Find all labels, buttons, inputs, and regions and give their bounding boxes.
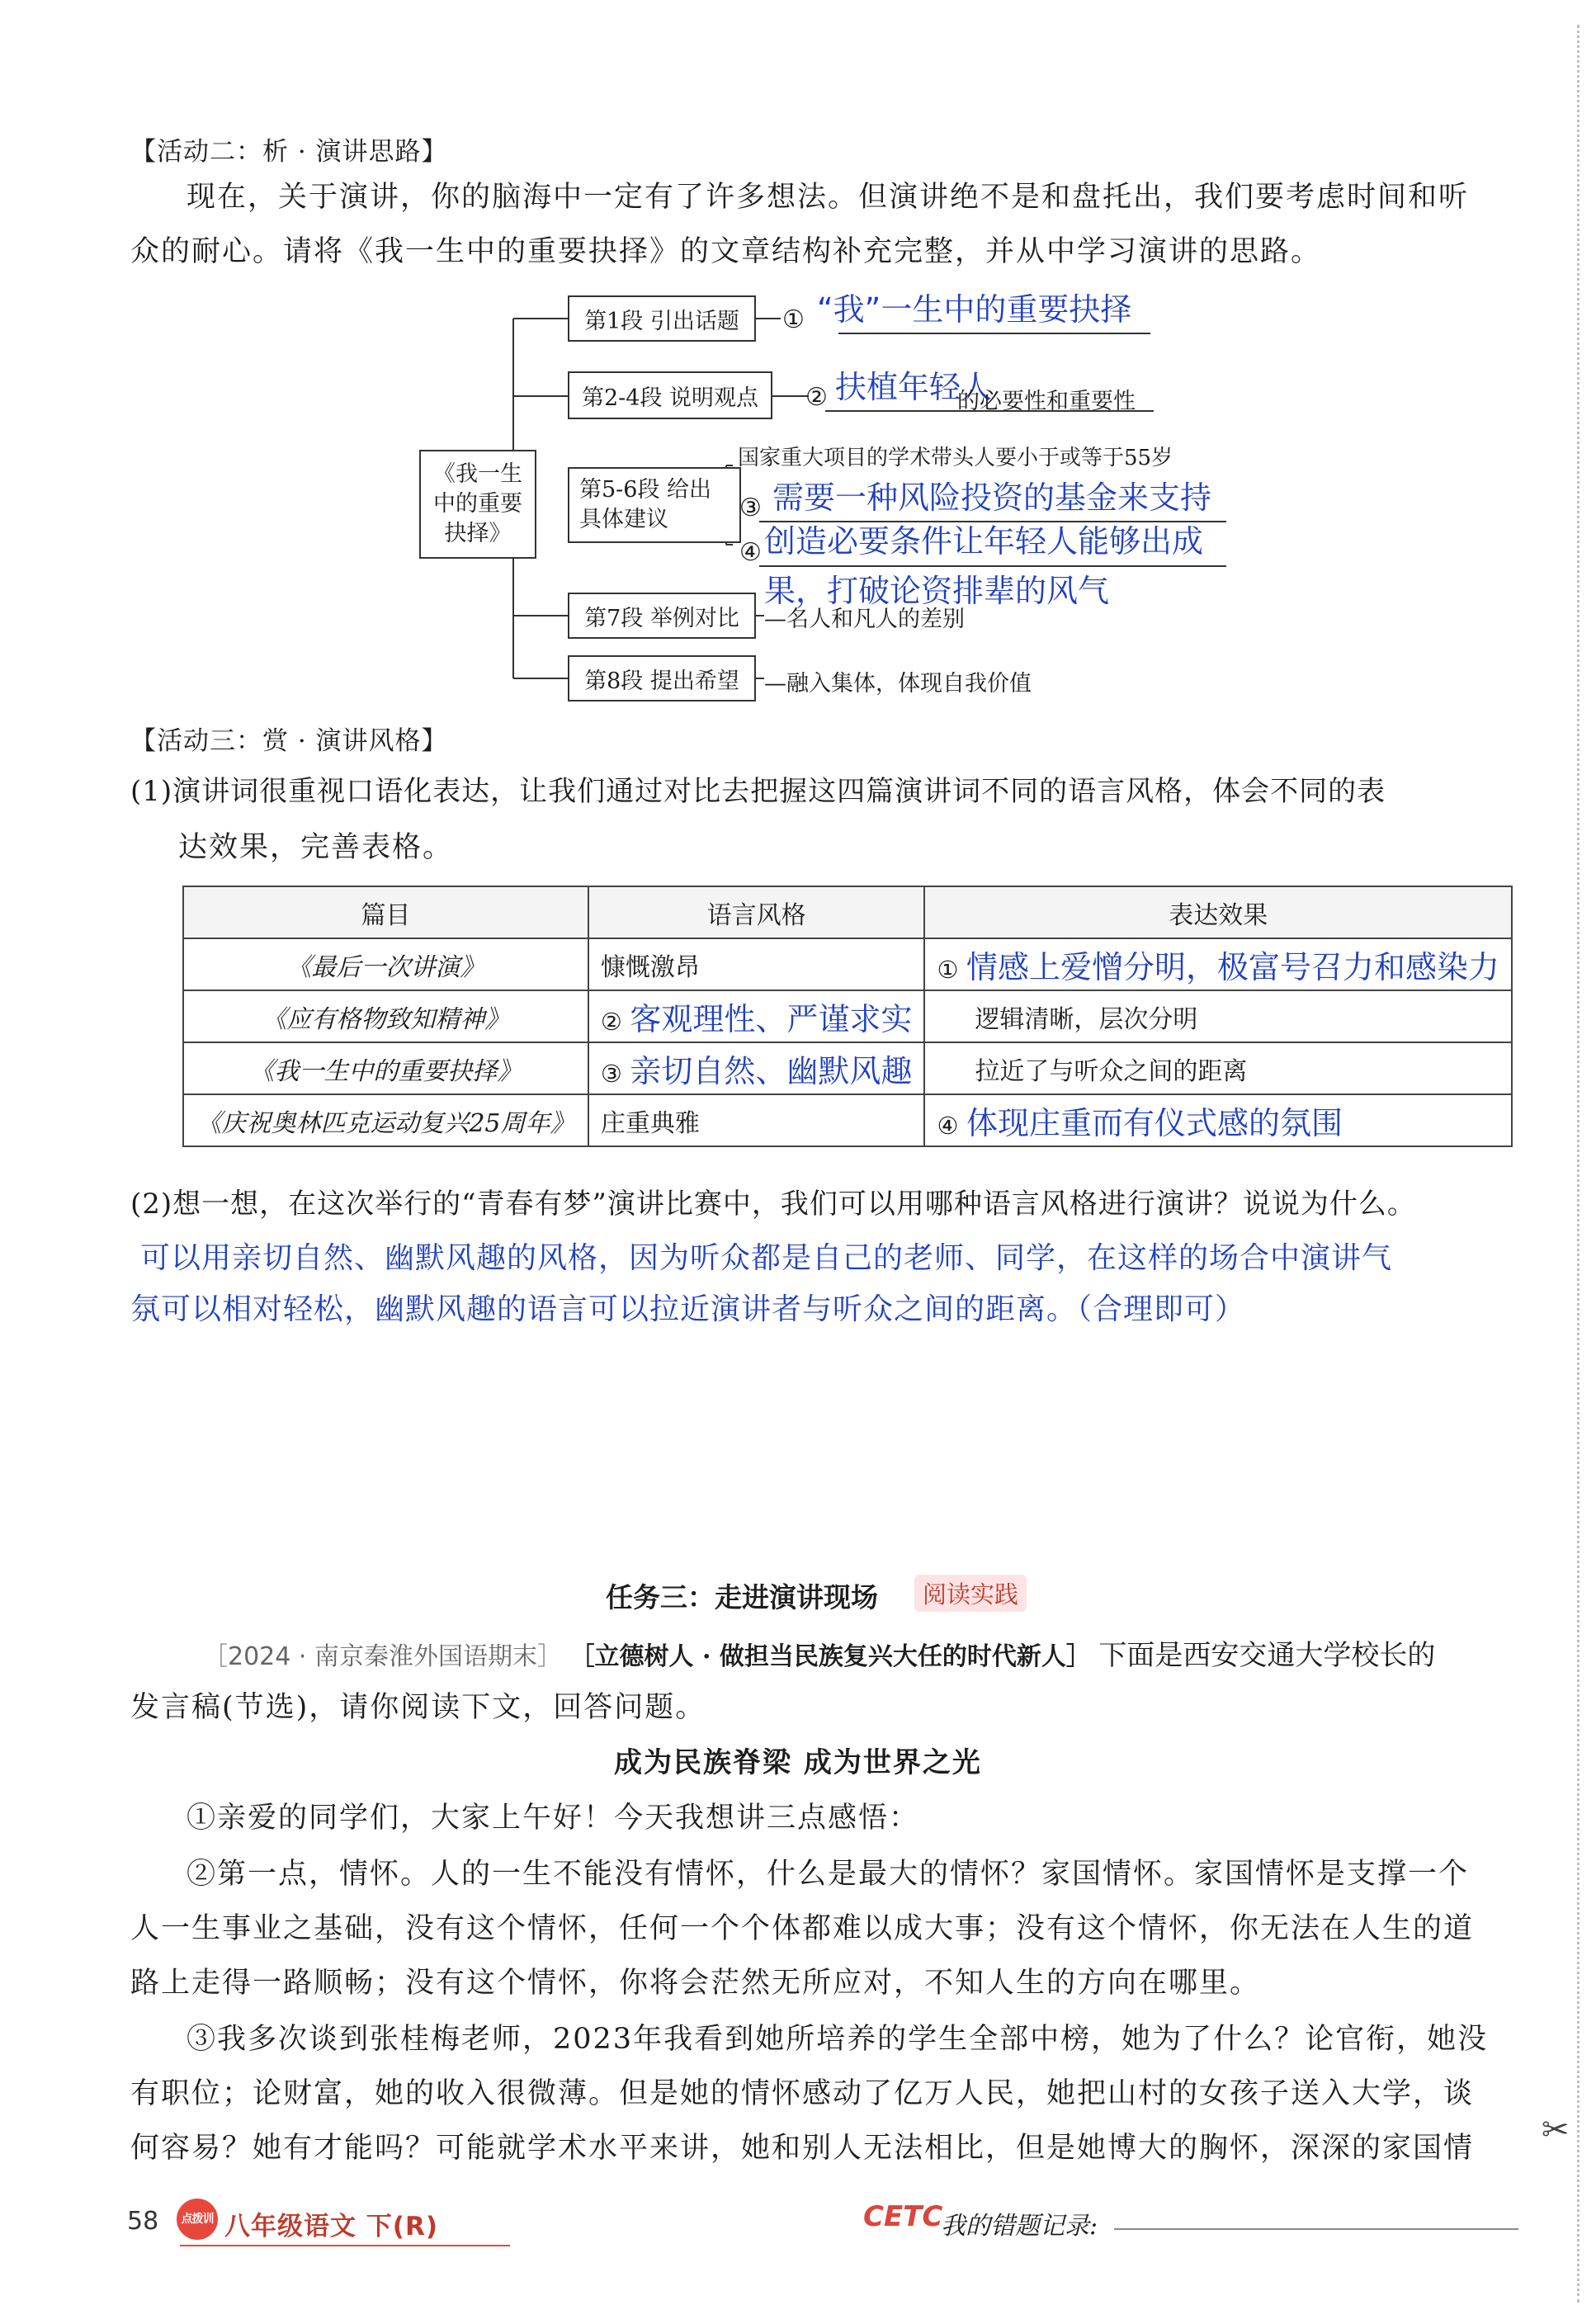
table-row: [183, 1094, 1512, 1146]
diagram-node-4-label: 第7段 举例对比: [584, 605, 739, 631]
activity2-paragraph-line2: 众的耐心。请将《我一生中的重要抉择》的文章结构补充完整，并从中学习演讲的思路。: [130, 235, 1322, 268]
task3-tag: 阅读实践: [914, 1575, 1027, 1612]
article-paragraph-3-line3: 何容易？她有才能吗？可能就学术水平来讲，她和别人无法相比，但是她博大的胸怀，深深的家国情: [130, 2132, 1475, 2165]
scissors-icon: ✂: [1542, 2111, 1570, 2149]
activity3-question2-answer-line1: 可以用亲切自然、幽默风趣的风格，因为听众都是自己的老师、同学，在这样的场合中演讲气: [140, 1241, 1393, 1275]
diagram-node-3: [568, 467, 741, 543]
table-cell-effect: 拉近了与听众之间的距离: [924, 1042, 1512, 1094]
activity3-question1-line2: 达效果，完善表格。: [178, 831, 454, 864]
table-header-row: [183, 886, 1512, 938]
diagram-node-5: [568, 655, 756, 701]
diagram-node-2-suffix: 的必要性和重要性: [957, 389, 1136, 414]
table-cell-style: [588, 1042, 925, 1094]
table-cell-title: 《应有格物致知精神》: [183, 990, 588, 1042]
task3-source: ［2024 · 南京秦淮外国语期末］: [203, 1642, 562, 1671]
table-cell-effect: [924, 938, 1512, 990]
table-header-style: 语言风格: [588, 886, 925, 938]
diagram-node-4-suffix-text: 名人和凡人的差别: [786, 607, 965, 632]
book-title: 八年级语文 下(R): [224, 2212, 438, 2241]
diagram-root-box: [419, 450, 536, 559]
diagram-node-1-marker: ①: [782, 305, 805, 334]
task3-title: 任务三：走进演讲现场: [606, 1581, 878, 1613]
table-row: [183, 1042, 1512, 1094]
article-paragraph-2-line3: 路上走得一路顺畅；没有这个情怀，你将会茫然无所应对，不知人生的方向在哪里。: [130, 1967, 1261, 2000]
table-cell-style: 庄重典雅: [588, 1094, 925, 1146]
table-header-title: 篇目: [183, 886, 588, 938]
table-effect-marker: ①: [937, 956, 959, 984]
error-log-label: 我的错题记录:: [941, 2212, 1098, 2241]
activity3-question2-answer-line2: 氛可以相对轻松，幽默风趣的语言可以拉近演讲者与听众之间的距离。（合理即可）: [130, 1292, 1246, 1326]
table-cell-title: 《最后一次讲演》: [183, 938, 588, 990]
diagram-answer-1: “我”一生中的重要抉择: [817, 291, 1132, 328]
table-style-answer: 客观理性、严谨求实: [630, 1001, 913, 1037]
table-row: [183, 938, 1512, 990]
table-cell-effect: 逻辑清晰，层次分明: [924, 990, 1512, 1042]
book-underline: [180, 2245, 510, 2246]
table-cell-title: 《庆祝奥林匹克运动复兴25周年》: [183, 1094, 588, 1146]
diagram-node-5-label: 第8段 提出希望: [584, 668, 739, 694]
task3-intro-line1: [203, 1632, 1435, 1673]
table-effect-marker: ④: [937, 1112, 959, 1140]
table-cell-title: 《我一生中的重要抉择》: [183, 1042, 588, 1094]
diagram-node-1: [568, 295, 756, 342]
diagram-answer-3: 需要一种风险投资的基金来支持: [772, 479, 1212, 516]
article-paragraph-1: ①亲爱的同学们，大家上午好！今天我想讲三点感悟：: [187, 1802, 920, 1835]
diagram-node-3-note: 国家重大项目的学术带头人要小于或等于55岁: [738, 446, 1173, 470]
activity3-question1-line1: (1)演讲词很重视口语化表达，让我们通过对比去把握这四篇演讲词不同的语言风格，体会不同的表: [130, 775, 1386, 808]
diagram-node-5-suffix-text: 融入集体，体现自我价值: [786, 671, 1032, 697]
diagram-node-4: [568, 593, 756, 639]
article-title: 成为民族脊梁 成为世界之光: [614, 1746, 982, 1779]
page-number: 58: [127, 2207, 159, 2236]
table-cell-style: 慷慨激昂: [588, 938, 925, 990]
table-effect-answer: 体现庄重而有仪式感的氛围: [966, 1105, 1343, 1141]
diagram-node-2: [568, 371, 772, 419]
table-effect-answer: 情感上爱憎分明，极富号召力和感染力: [966, 949, 1499, 985]
cetc-logo: CETC: [863, 2200, 943, 2233]
diagram-node-3-label: 第5-6段 给出具体建议: [579, 477, 712, 532]
article-paragraph-3-line1: ③我多次谈到张桂梅老师，2023年我看到她所培养的学生全部中榜，她为了什么？论官衔，她没: [187, 2023, 1489, 2056]
diagram-node-1-label: 第1段 引出话题: [584, 308, 739, 334]
activity3-heading: 【活动三：赏 · 演讲风格】: [130, 726, 448, 756]
task3-theme: ［立德树人 · 做担当民族复兴大任的时代新人］: [569, 1642, 1091, 1671]
diagram-node-3-marker-4: ④: [739, 538, 762, 567]
diagram-node-2-marker: ②: [805, 383, 828, 412]
task3-intro-line2: 发言稿(节选)，请你阅读下文，回答问题。: [130, 1691, 706, 1724]
article-paragraph-3-line2: 有职位；论财富，她的收入很微薄。但是她的情怀感动了亿万人民，她把山村的女孩子送入大学，谈: [130, 2077, 1475, 2110]
table-row: [183, 990, 1512, 1042]
article-paragraph-2-line2: 人一生事业之基础，没有这个情怀，任何一个个体都难以成大事；没有这个情怀，你无法在人生的道: [130, 1912, 1475, 1945]
activity2-paragraph-line1: 现在，关于演讲，你的脑海中一定有了许多想法。但演讲绝不是和盘托出，我们要考虑时间和听: [187, 181, 1470, 214]
diagram-node-2-label: 第2-4段 说明观点: [581, 385, 759, 411]
table-style-answer: 亲切自然、幽默风趣: [630, 1053, 913, 1089]
error-log-line: [1114, 2228, 1518, 2230]
task3-intro-tail: 下面是西安交通大学校长的: [1098, 1639, 1436, 1672]
diagram-node-3-marker-3: ③: [739, 494, 762, 522]
table-style-marker: ③: [600, 1060, 622, 1088]
activity2-heading: 【活动二：析 · 演讲思路】: [130, 137, 448, 167]
diagram-node-5-suffix: —融入集体，体现自我价值: [764, 671, 1032, 697]
table-style-marker: ②: [600, 1008, 622, 1036]
diagram-node-4-suffix: —名人和凡人的差别: [764, 607, 965, 632]
brand-badge: 点拨训练: [177, 2199, 218, 2240]
diagram-root-label: 《我一生中的重要抉择》: [433, 461, 522, 546]
activity3-question2: (2)想一想，在这次举行的“青春有梦”演讲比赛中，我们可以用哪种语言风格进行演讲？说说为什么。: [130, 1188, 1416, 1221]
article-paragraph-2-line1: ②第一点，情怀。人的一生不能没有情怀，什么是最大的情怀？家国情怀。家国情怀是支撑一个: [187, 1858, 1470, 1891]
table-header-effect: 表达效果: [924, 886, 1512, 938]
diagram-answer-2: 扶植年轻人: [835, 369, 993, 405]
diagram-answer-4: 创造必要条件让年轻人能够出成果，打破论资排辈的风气: [764, 523, 1204, 609]
table-cell-effect: [924, 1094, 1512, 1146]
language-style-table: [182, 886, 1513, 1147]
table-cell-style: [588, 990, 925, 1042]
